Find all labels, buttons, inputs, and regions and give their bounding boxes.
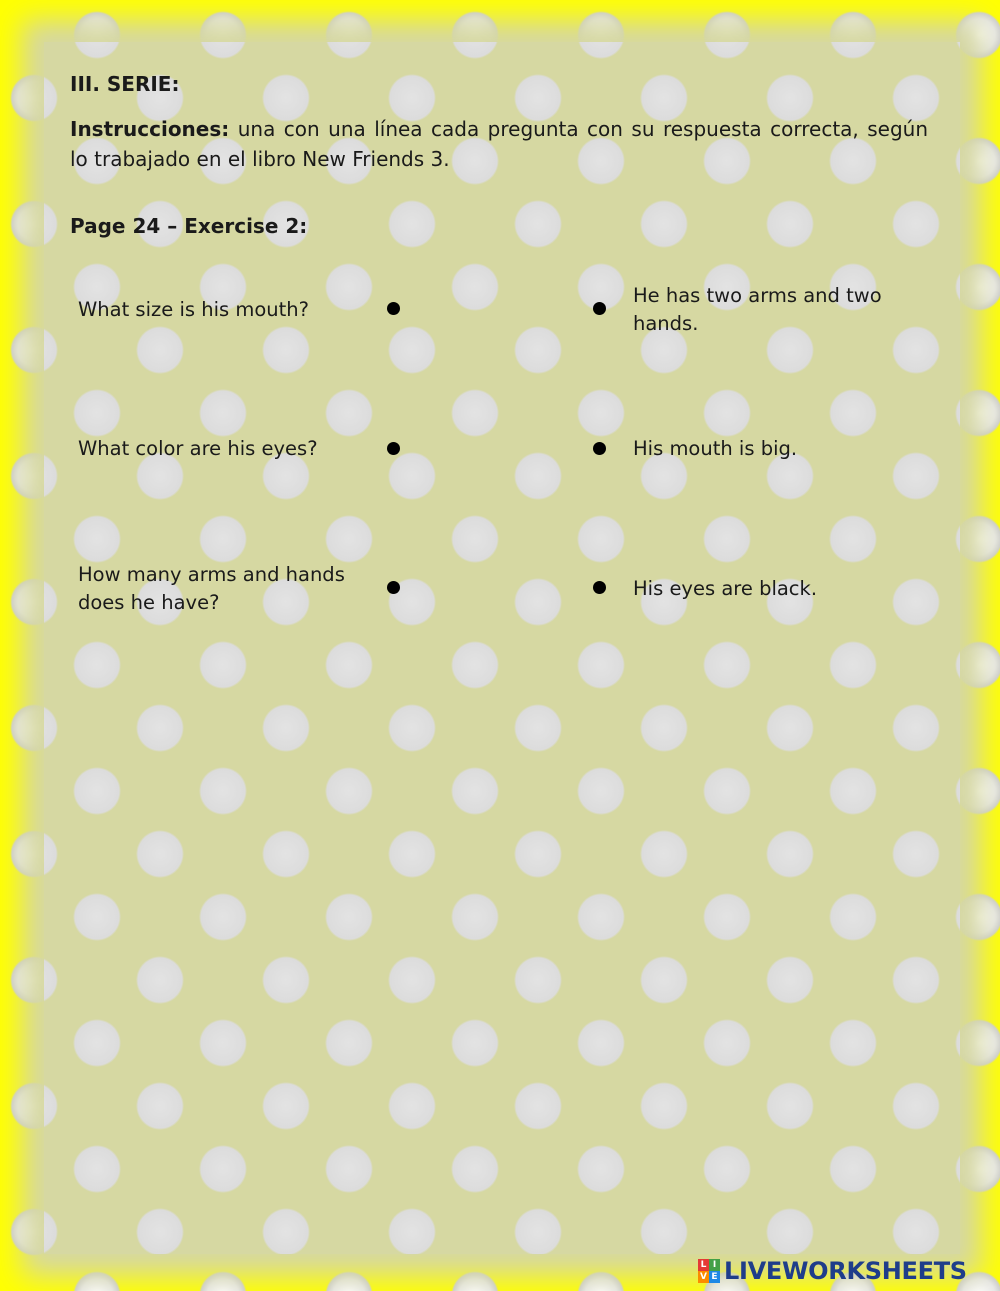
answer-1: He has two arms and two hands. <box>633 284 882 335</box>
badge-letter-i: I <box>709 1259 720 1271</box>
question-2-connector-dot[interactable] <box>387 442 400 455</box>
answer-2-connector-dot[interactable] <box>593 442 606 455</box>
answer-2: His mouth is big. <box>633 437 798 460</box>
live-badge-icon <box>698 1259 720 1283</box>
badge-letter-l: L <box>698 1259 709 1271</box>
question-3: How many arms and hands does he have? <box>78 563 345 614</box>
badge-letter-v: V <box>698 1271 709 1283</box>
liveworksheets-logo <box>698 1257 967 1285</box>
logo-text: LIVEWORKSHEETS <box>724 1257 967 1285</box>
answer-1-connector-dot[interactable] <box>593 302 606 315</box>
series-title: III. SERIE: <box>70 72 180 96</box>
exercise-title: Page 24 – Exercise 2: <box>70 214 308 238</box>
badge-letter-e: E <box>709 1271 720 1283</box>
instructions <box>70 114 928 174</box>
question-1-connector-dot[interactable] <box>387 302 400 315</box>
instructions-text: una con una línea cada pregunta con su respuesta correcta, según lo trabajado en el libro New Friends 3. <box>70 117 928 171</box>
answer-3: His eyes are black. <box>633 577 818 600</box>
question-1: What size is his mouth? <box>78 298 309 321</box>
question-2: What color are his eyes? <box>78 437 318 460</box>
question-3-connector-dot[interactable] <box>387 581 400 594</box>
answer-3-connector-dot[interactable] <box>593 581 606 594</box>
instructions-label: Instrucciones: <box>70 117 230 141</box>
